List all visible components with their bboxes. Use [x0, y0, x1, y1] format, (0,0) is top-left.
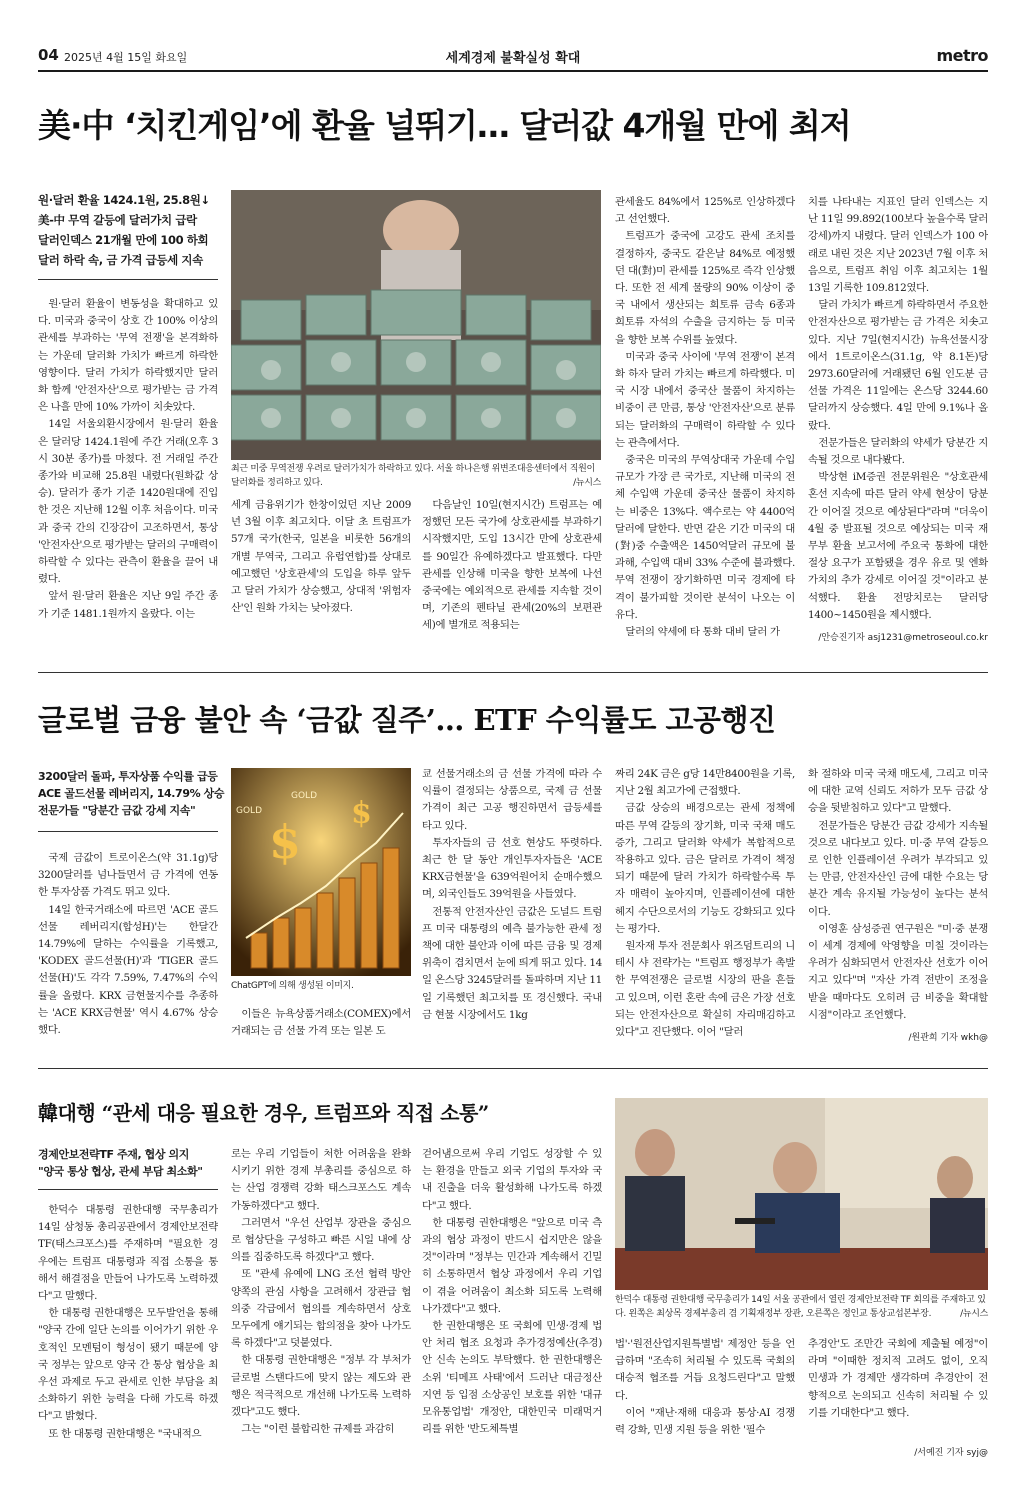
- subhead: 원·달러 환율 1424.1원, 25.8원↓: [38, 193, 210, 207]
- article2-col1: 국제 금값이 트로이온스(약 31.1g)당 3200달러를 넘나들면서 금 가격에 연동한 투자상품 가격도 뛰고 있다. 14일 한국거래소에 따르면 'ACE 골드선물 레버리지(합성H)'는 한달간 14.79%에 달하는 수익률을 기록했고, 'KODEX 골드선물(H)'과 'TIGER 골드선물(H)'도 각각 7.59%, 7.47%의 수익률을 올렸다. KRX 금현물지수를 추종하는 'ACE KRX금현물' 역시 4.67% 상승했다.: [38, 852, 218, 1037]
- page-header: [38, 44, 988, 68]
- header-rule: [38, 70, 988, 72]
- subhead-rule: [38, 831, 218, 832]
- subhead: 전문가들 "당분간 금값 강세 지속": [38, 804, 196, 817]
- svg-text:$: $: [351, 796, 372, 831]
- article1-byline: /안승진기자 asj1231@metroseoul.co.kr: [818, 633, 988, 643]
- page-number: 04: [38, 46, 59, 64]
- article1-subheads: [38, 190, 224, 270]
- article3-headline: 韓대행 “관세 대응 필요한 경우, 트럼프와 직접 소통”: [38, 1101, 489, 1125]
- article2-subheads: [38, 768, 224, 819]
- subhead: "양국 통상 협상, 관세 부담 최소화": [38, 1165, 203, 1178]
- article2-photo: [231, 768, 411, 976]
- meeting-photo-illustration: [615, 1098, 988, 1290]
- gold-bars-illustration: [231, 768, 411, 976]
- article1-col3: 다음날인 10일(현지시간) 트럼프는 예정했던 모든 국가에 상호관세를 부과하기 시작했지만, 도입 13시간 만에 상호관세를 90일간 유예하겠다고 발표했다. 다만 관세를 인상해 미국을 향한 보복에 나선 중국에는 예외적으로 관세를 지속할 것이며, 기존의 펜타닐 관세(20%의 보편관세)에 별개로 적용되는: [422, 499, 602, 632]
- subhead: 경제안보전략TF 주재, 협상 의지: [38, 1148, 189, 1161]
- dollar-stacks-illustration: [231, 190, 601, 460]
- article3-byline: /서예진 기자 syj@: [914, 1448, 988, 1458]
- article-divider: [38, 672, 988, 673]
- article1-headline: 美·中 ‘치킨게임’에 환율 널뛰기… 달러값 4개월 만에 최저: [38, 106, 851, 145]
- article2-headline: 글로벌 금융 불안 속 ‘금값 질주’… ETF 수익률도 고공행진: [38, 703, 776, 737]
- article3-col3: 걷어냄으로써 우리 기업도 성장할 수 있는 환경을 만들고 외국 기업의 투자와 국내 진출을 더욱 활성화해 나가도록 하겠다"고 했다. 한 대통령 권한대행은 "앞으로 미국 측과의 협상 과정이 반드시 쉽지만은 않을 것"이라며 "정부는 민간과 계속해서 긴밀히 소통하면서 협상 과정에서 우리 기업이 겪을 어려움이 최소화 되도록 노력해 나가겠다"고 했다. 한 권한대행은 또 국회에 민생·경제 법안 처리 협조 요청과 추가경정예산(추경)안 신속 논의도 부탁했다. 한 권한대행은 소위 '티메프 사태'에서 드러난 대금정산 지연 등 입점 소상공인 보호를 위한 '대규모유통업법' 개정안, 대한민국 미래먹거리를 위한 '반도체특별: [422, 1148, 602, 1436]
- section-title: 세계경제 불확실성 확대: [445, 51, 581, 66]
- article3-col5: 추경안'도 조만간 국회에 제출될 예정"이라며 "이때한 정치적 고려도 없이, 오직 민생과 가 경제만 생각하며 추경안이 전향적으로 논의되고 신속히 처리될 수 있기를 기대한다"고 했다.: [808, 1338, 988, 1419]
- article1-photo: [231, 190, 601, 460]
- svg-text:GOLD: GOLD: [291, 791, 318, 801]
- metro-logo: metro: [936, 46, 988, 65]
- svg-text:$: $: [269, 815, 302, 869]
- article2-col2: 이들은 뉴욕상품거래소(COMEX)에서 거래되는 금 선물 가격 또는 일본 도: [231, 1008, 411, 1038]
- article3-col4: 법'·'원전산업지원특별법' 제정안 등을 언급하며 "조속히 처리될 수 있도록 국회의 대승적 협조를 거듭 요청드린다"고 말했다. 이어 "재난·재해 대응과 통상·AI 경쟁력 강화, 민생 지원 등을 위한 '필수: [615, 1338, 795, 1437]
- subhead: 3200달러 돌파, 투자상품 수익률 급등: [38, 770, 218, 783]
- article1-col5: 치를 나타내는 지표인 달러 인덱스는 지난 11일 99.892(100보다 높을수록 달러 강세)까지 내렸다. 달러 인덱스가 100 아래로 내린 것은 지난 2023년 7월 이후 처음으로, 트럼프 취임 이후 최고치는 1월 13일 기록한 109.812였다. 달러 가치가 빠르게 하락하면서 주요한 안전자산으로 평가받는 금 가격은 치솟고 있다. 지난 7일(현지시간) 뉴욕선물시장에서 1트로이온스(31.1g, 약 8.1돈)당 2973.60달러에 거래됐던 6월 인도분 금 선물 가격은 11일에는 온스당 3244.60달러까지 상승했다. 4일 만에 9.1%나 올랐다. 전문가들은 달러화의 약세가 당분간 지속될 것으로 내다봤다. 박상현 iM증권 전문위원은 "상호관세 혼선 지속에 따른 달러 약세 현상이 당분간 이어질 것으로 예상된다"라며 "더욱이 4월 중 발표될 것으로 예상되는 미국 재무부 환율 보고서에 주요국 통화에 대한 절상 요구가 포함됐을 경우 유로 및 엔화 가치의 추가 강세로 이어질 것"이라고 분석했다. 환율 전망치로는 달러당 1400~1450원을 제시했다.: [808, 196, 988, 621]
- article2-byline: /원관희 기자 wkh@: [908, 1033, 988, 1043]
- article2-col3: 쿄 선물거래소의 금 선물 가격에 따라 수익률이 결정되는 상품으로, 국제 금 선물 가격이 최근 고공 행진하면서 급등세를 타고 있다. 투자자들의 금 선호 현상도 뚜렷하다. 최근 한 달 동안 개인투자자들은 'ACE KRX금현물'을 639억원어치 순매수했으며, 외국인들도 39억원을 사들였다. 전통적 안전자산인 금값은 도널드 트럼프 미국 대통령의 예측 불가능한 관세 정책에 대한 불안과 이에 따른 금융 및 경제 위축이 겹치면서 눈에 띄게 뛰고 있다. 14일 온스당 3245달러를 돌파하며 지난 11일 기록했던 최고치를 또 경신했다. 국내 금 현물 시장에서도 1kg: [422, 768, 602, 1021]
- subhead: 달러인덱스 21개월 만에 100 하회: [38, 233, 209, 247]
- article3-subheads: [38, 1146, 224, 1180]
- svg-text:GOLD: GOLD: [236, 806, 263, 816]
- page-date: 2025년 4월 15일 화요일: [64, 51, 188, 64]
- article1-col2: 세계 금융위기가 한창이었던 지난 2009년 3월 이후 최고치다. 이달 초 트럼프가 57개 국가(한국, 일본을 비롯한 56개의 개별 무역국, 그리고 유럽연합)를 상대로 예고했던 '상호관세'의 도입을 하루 앞두고 달러 가치가 상승했고, 상대적 '위험자산'인 원화 가치는 낮아졌다.: [231, 499, 411, 615]
- article2-photo-caption: ChatGPT에 의해 생성된 이미지.: [231, 981, 354, 991]
- article3-col1: 한덕수 대통령 권한대행 국무총리가 14일 삼청동 총리공관에서 경제안보전략TF(태스크포스)를 주재하며 "필요한 경우에는 트럼프 대통령과 직접 소통을 통해서 해결점을 만들어 나가도록 노력하겠다"고 말했다. 한 대통령 권한대행은 모두발언을 통해 "양국 간에 일단 논의를 이어가기 위한 우호적인 모멘텀이 형성이 됐기 때문에 양국 정부는 앞으로 양국 간 통상 협상을 최우선 과제로 두고 관세로 인한 부담을 최소화하기 위한 능력을 다해 가도록 하겠다"고 밝혔다. 또 한 대통령 권한대행은 "국내적으: [38, 1204, 218, 1440]
- article1-col4: 관세율도 84%에서 125%로 인상하겠다고 선언했다. 트럼프가 중국에 고강도 관세 조치를 결정하자, 중국도 같은날 84%로 예정했던 대(對)미 관세를 125%로 즉각 인상했다. 또한 전 세계 물량의 90% 이상이 중국 내에서 생산되는 희토류 금속 6종과 희토류 자석의 수출을 금지하는 등 미국을 향한 보복 수위를 높였다. 미국과 중국 사이에 '무역 전쟁'이 본격화 하자 달러 가치는 빠르게 하락했다. 미국 시장 내에서 중국산 물품이 차지하는 비중이 큰 만큼, 통상 '안전자산'으로 분류되는 달러화의 구매력이 하락할 수 있다는 관측에서다. 중국은 미국의 무역상대국 가운데 수입 규모가 가장 큰 국가로, 지난해 미국의 전체 수입액 가운데 중국산 물품이 차지하는 비중은 13%다. 액수로는 약 4400억달러에 달한다. 반면 같은 기간 미국의 대(對)중 수출액은 1450억달러 규모에 불과해, 수입액 대비 33% 수준에 불과했다. 무역 전쟁이 장기화하면 미국 경제에 타격이 불가피할 것이란 분석이 나오는 이유다. 달러의 약세에 타 통화 대비 달러 가: [615, 196, 795, 639]
- article1-col1: 원·달러 환율이 변동성을 확대하고 있다. 미국과 중국이 상호 간 100% 이상의 관세를 부과하는 '무역 전쟁'을 본격화하는 가운데 달러화 가치가 빠르게 하락한 영향이다. 달러 가치가 하락했지만 달러화 함께 '안전자산'으로 평가받는 금 가격은 나흘 만에 10% 가까이 치솟았다. 14일 서울외환시장에서 원·달러 환율은 달러당 1424.1원에 주간 거래(오후 3시 30분 종가)를 마쳤다. 전 거래일 주간 종가와 비교해 25.8원 내렸다(원화값 상승). 달러가 종가 기준 1420원대에 진입한 것은 지난해 12월 이후 처음이다. 미국과 중국 간의 긴장감이 고조하면서, 통상 '안전자산'으로 평가받는 달러의 구매력이 하락할 수 있다는 관측이 환율을 끌어 내렸다. 앞서 원·달러 환율은 지난 9일 주간 종가 기준 1481.1원까지 올랐다. 이는: [38, 298, 218, 620]
- article1-photo-caption: 최근 미중 무역전쟁 우려로 달러가치가 하락하고 있다. 서울 하나은행 위변조대응센터에서 직원이 달러화를 정리하고 있다. /뉴시스: [231, 464, 601, 488]
- article2-col5: 화 절하와 미국 국채 매도세, 그리고 미국에 대한 교역 신뢰도 저하가 모두 금값 상승을 뒷받침하고 있다"고 말했다. 전문가들은 당분간 금값 강세가 지속될 것으로 내다보고 있다. 미·중 무역 갈등으로 인한 인플레이션 우려가 부각되고 있는 만큼, 안전자산인 금에 대한 수요는 당분간 계속 유지될 가능성이 높다는 분석이다. 이영훈 삼성증권 연구원은 "미·중 분쟁이 세계 경제에 악영향을 미칠 것이라는 우려가 심화되면서 안전자산 선호가 이어지고 있다"며 "자산 가격 전반이 조정을 받을 때마다도 오히려 금 비중을 확대할 시점"이라고 조언했다.: [808, 768, 988, 1021]
- subhead: 美-中 무역 갈등에 달러가치 급락: [38, 213, 197, 227]
- subhead: ACE 골드선물 레버리지, 14.79% 상승: [38, 787, 225, 800]
- article3-photo: [615, 1098, 988, 1290]
- subhead: 달러 하락 속, 금 가격 급등세 지속: [38, 253, 203, 267]
- subhead-rule: [38, 279, 218, 280]
- article2-col4: 짜리 24K 금은 g당 14만8400원을 기록, 지난 2월 최고가에 근접했다. 금값 상승의 배경으로는 관세 정책에 따른 무역 갈등의 장기화, 미국 국채 매도 증가, 그리고 달러화 약세가 복합적으로 작용하고 있다. 금은 달러로 가격이 책정되기 때문에 달러 가치가 하락할수록 투자 매력이 높아지며, 인플레이션에 대한 헤지 수단으로서의 기능도 강화되고 있다는 평가다. 원자재 투자 전문회사 위즈덤트리의 니테시 샤 전략가는 "트럼프 행정부가 촉발한 무역전쟁은 글로벌 시장의 판을 흔들고 있으며, 이런 혼란 속에 금은 가장 선호되는 안전자산으로 확실히 자리매김하고 있다"고 진단했다. 이어 "달러: [615, 768, 795, 1039]
- subhead-rule: [38, 1189, 218, 1190]
- article3-photo-caption: 한덕수 대통령 권한대행 국무총리가 14일 서울 공관에서 열린 경제안보전략 TF 회의를 주재하고 있다. 왼쪽은 최상목 경제부총리 겸 기획재정부 장관, 오른쪽은 정인교 통상교섭본부장. /뉴시스: [615, 1295, 988, 1319]
- article-divider: [38, 1068, 988, 1069]
- article3-col2: 로는 우리 기업들이 처한 어려움을 완화시키기 위한 경제 부총리를 중심으로 하는 산업 경쟁력 강화 태스크포스도 계속 가동하겠다"고 했다. 그러면서 "우선 산업부 장관을 중심으로 협상단을 구성하고 빠른 시일 내에 상의를 집중하도록 하겠다"고 했다. 또 "관세 유예에 LNG 조선 협력 방안 양쪽의 관심 사항을 고려해서 장관급 협의중 각급에서 협의를 계속하면서 상호 모두에게 얘기되는 합의점을 찾아 나가도록 하겠다"고 덧붙였다. 한 대통령 권한대행은 "정부 각 부처가 글로벌 스탠다드에 맞지 않는 제도와 관행은 적극적으로 개선해 나가도록 노력하겠다"고도 했다. 그는 "이런 불합리한 규제를 과감히: [231, 1148, 411, 1436]
